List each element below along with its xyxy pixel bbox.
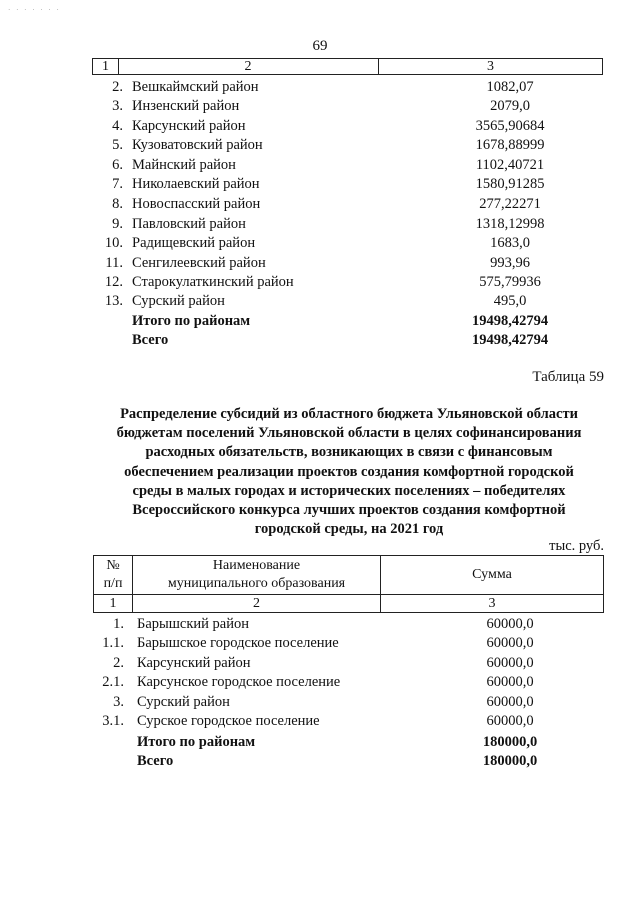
title-line: городской среды, на 2021 год bbox=[254, 521, 444, 538]
total-districts-value: 180000,0 bbox=[482, 734, 538, 750]
row-name: Карсунское городское поселение bbox=[137, 674, 341, 690]
row-number: 2.1. bbox=[102, 674, 124, 690]
scan-artifact: · · · · · · · bbox=[8, 6, 61, 14]
row-value: 2079,0 bbox=[490, 98, 530, 114]
table-caption: Таблица 59 bbox=[532, 369, 604, 385]
title-line: среды в малых городах и исторических поселениях – победителях bbox=[132, 482, 566, 499]
index-col2: 2 bbox=[253, 596, 260, 611]
row-name: Карсунский район bbox=[132, 118, 246, 134]
row-number: 2. bbox=[112, 79, 123, 95]
table-row bbox=[0, 635, 640, 654]
table-row bbox=[0, 235, 640, 254]
table-row bbox=[0, 655, 640, 674]
unit-label: тыс. руб. bbox=[549, 538, 604, 554]
row-value: 60000,0 bbox=[486, 713, 534, 729]
table-row bbox=[0, 694, 640, 713]
table-row bbox=[0, 79, 640, 98]
index-col3: 3 bbox=[488, 596, 496, 611]
row-number: 3. bbox=[112, 98, 123, 114]
row-name: Радищевский район bbox=[132, 235, 256, 251]
row-number: 11. bbox=[105, 255, 123, 271]
header-name-line1: Наименование bbox=[212, 558, 301, 573]
row-number: 6. bbox=[112, 157, 123, 173]
row-value: 993,96 bbox=[490, 255, 530, 271]
row-value: 277,22271 bbox=[479, 196, 541, 212]
row-number: 8. bbox=[112, 196, 123, 212]
table1-total-row bbox=[0, 332, 640, 351]
row-value: 60000,0 bbox=[486, 655, 534, 671]
table1-header-col2: 2 bbox=[244, 59, 252, 74]
total-value: 19498,42794 bbox=[471, 332, 549, 348]
row-name: Сурское городское поселение bbox=[137, 713, 320, 729]
page-number: 69 bbox=[312, 38, 328, 54]
row-value: 1102,40721 bbox=[475, 157, 545, 173]
table-row bbox=[0, 274, 640, 293]
row-number: 2. bbox=[113, 655, 124, 671]
total-label: Всего bbox=[137, 753, 174, 769]
table1-header-col1: 1 bbox=[102, 59, 109, 74]
row-name: Майнский район bbox=[132, 157, 236, 173]
row-name: Сурский район bbox=[137, 694, 230, 710]
table-row bbox=[0, 216, 640, 235]
row-name: Сурский район bbox=[132, 293, 225, 309]
row-number: 9. bbox=[112, 216, 123, 232]
row-value: 60000,0 bbox=[486, 694, 534, 710]
table-row bbox=[0, 255, 640, 274]
table-row bbox=[0, 293, 640, 312]
table-row bbox=[0, 674, 640, 693]
table-row bbox=[0, 713, 640, 732]
header-name-line2: муниципального образования bbox=[167, 576, 346, 591]
row-value: 1678,88999 bbox=[475, 137, 545, 153]
row-number: 7. bbox=[112, 176, 123, 192]
row-number: 5. bbox=[112, 137, 123, 153]
table1-total-districts-row bbox=[0, 313, 640, 332]
row-value: 60000,0 bbox=[486, 635, 534, 651]
table-row bbox=[0, 98, 640, 117]
row-name: Николаевский район bbox=[132, 176, 260, 192]
table2-total-districts-row bbox=[0, 734, 640, 753]
row-name: Карсунский район bbox=[137, 655, 251, 671]
total-label: Всего bbox=[132, 332, 169, 348]
title-line: Всероссийского конкурса лучших проектов создания комфортной bbox=[132, 502, 566, 519]
row-number: 1. bbox=[113, 616, 124, 632]
title-line: Распределение субсидий из областного бюджета Ульяновской области bbox=[120, 406, 578, 422]
row-number: 10. bbox=[104, 235, 123, 251]
row-number: 3. bbox=[113, 694, 124, 710]
title-line: расходных обязательств, возникающих в связи с финансовым bbox=[145, 444, 553, 461]
table-row bbox=[0, 616, 640, 635]
total-districts-label: Итого по районам bbox=[132, 313, 251, 329]
row-number: 13. bbox=[104, 293, 123, 309]
table-row bbox=[0, 196, 640, 215]
table2-total-row bbox=[0, 753, 640, 772]
row-value: 60000,0 bbox=[486, 616, 534, 632]
row-name: Сенгилеевский район bbox=[132, 255, 266, 271]
table-row bbox=[0, 157, 640, 176]
table-row bbox=[0, 176, 640, 195]
row-name: Инзенский район bbox=[132, 98, 240, 114]
row-name: Новоспасский район bbox=[132, 196, 261, 212]
row-name: Вешкаймский район bbox=[132, 79, 259, 95]
row-value: 1683,0 bbox=[490, 235, 530, 251]
row-value: 1318,12998 bbox=[475, 216, 545, 232]
total-districts-label: Итого по районам bbox=[137, 734, 256, 750]
row-value: 3565,90684 bbox=[475, 118, 545, 134]
header-number-line2: п/п bbox=[103, 576, 123, 591]
header-number-line1: № bbox=[106, 558, 120, 573]
row-value: 495,0 bbox=[493, 293, 527, 309]
table1-header-row bbox=[92, 58, 603, 75]
title-line: бюджетам поселений Ульяновской области в целях софинансирования bbox=[116, 425, 582, 442]
row-number: 12. bbox=[104, 274, 123, 290]
table1-header-col3: 3 bbox=[487, 59, 494, 74]
row-value: 60000,0 bbox=[486, 674, 534, 690]
row-value: 1580,91285 bbox=[475, 176, 545, 192]
row-value: 575,79936 bbox=[479, 274, 541, 290]
table-title bbox=[90, 405, 608, 539]
row-name: Кузоватовский район bbox=[132, 137, 263, 153]
title-line: обеспечением реализации проектов создания комфортной городской bbox=[124, 463, 574, 480]
table-row bbox=[0, 118, 640, 137]
table2-header bbox=[93, 555, 604, 613]
row-name: Барышский район bbox=[137, 616, 249, 632]
row-number: 3.1. bbox=[102, 713, 124, 729]
row-number: 1.1. bbox=[102, 635, 124, 651]
row-name: Старокулаткинский район bbox=[132, 274, 294, 290]
index-col1: 1 bbox=[109, 596, 117, 611]
total-value: 180000,0 bbox=[482, 753, 538, 769]
row-number: 4. bbox=[112, 118, 123, 134]
row-name: Павловский район bbox=[132, 216, 246, 232]
row-name: Барышское городское поселение bbox=[137, 635, 339, 651]
header-sum: Сумма bbox=[472, 567, 512, 582]
table-row bbox=[0, 137, 640, 156]
total-districts-value: 19498,42794 bbox=[471, 313, 549, 329]
row-value: 1082,07 bbox=[486, 79, 534, 95]
